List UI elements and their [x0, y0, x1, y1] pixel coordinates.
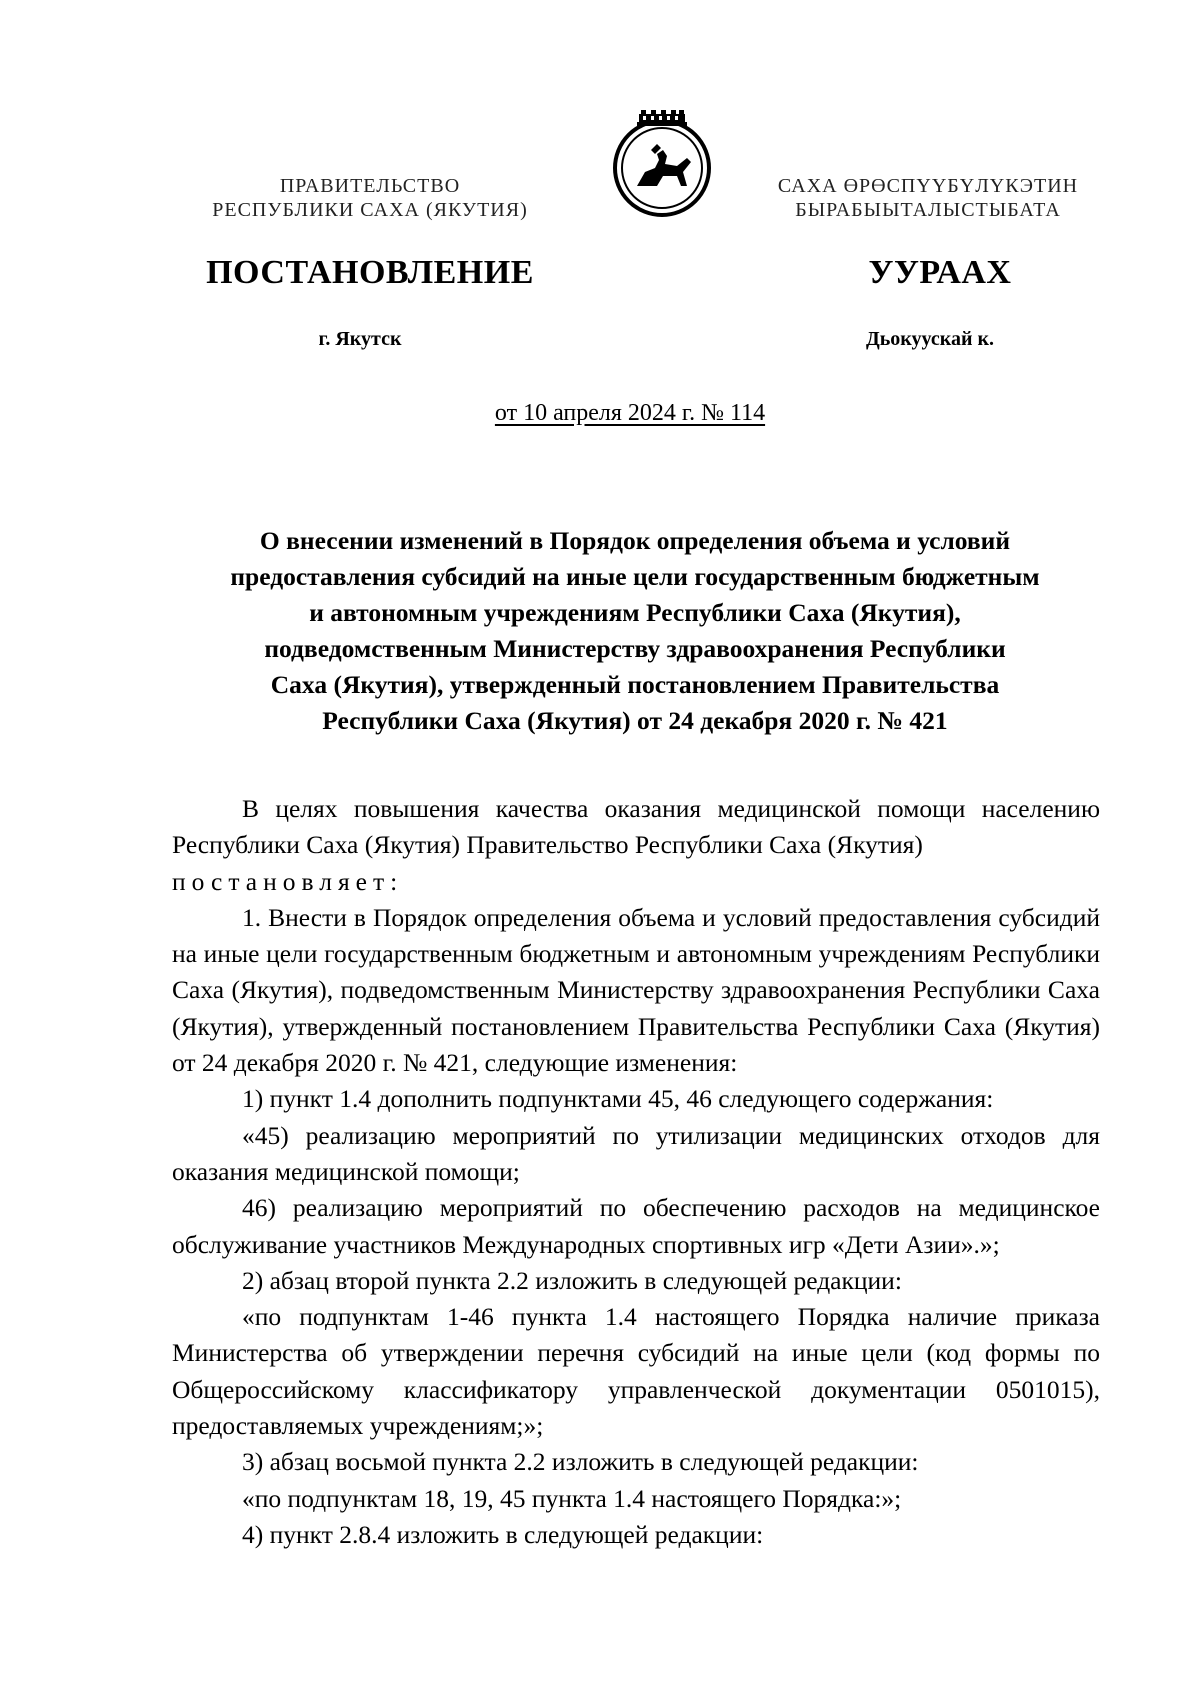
title-line: Саха (Якутия), утвержденный постановлением Правительства: [270, 670, 1000, 699]
issuer-ru-line1: ПРАВИТЕЛЬСТВО: [279, 175, 461, 197]
republic-coat-of-arms-icon: [607, 110, 717, 220]
issuer-ru-line2: РЕСПУБЛИКИ САХА (ЯКУТИЯ): [212, 199, 528, 221]
resolves-paragraph: [172, 864, 1100, 900]
title-line: Республики Саха (Якутия) от 24 декабря 2020 г. № 421: [322, 706, 948, 735]
body-paragraph: «45) реализацию мероприятий по утилизации медицинских отходов для оказания медицинской помощи;: [172, 1120, 1100, 1186]
issuer-sah-line2: БЫРАБЫЫТАЛЫСТЫБАТА: [795, 199, 1061, 221]
issuer-sah-line1: САХА ӨРӨСПҮҮБҮЛҮКЭТИН: [777, 175, 1079, 197]
issuer-sah: [738, 174, 1118, 222]
preamble-paragraph: [172, 791, 1100, 864]
body-paragraph: «по подпунктам 18, 19, 45 пункта 1.4 настоящего Порядка:»;: [242, 1483, 902, 1513]
resolves-word: постановляет:: [172, 866, 404, 896]
body-paragraph: 1. Внести в Порядок определения объема и условий предоставления субсидий на иные цели государственным бюджетным и автономным учреждениям Республики Саха (Якутия), подведомственным Министерству здравоохранения Республики Саха (Якутия), утвержденный постановлением Правительства Республики Саха (Якутия) от 24 декабря 2020 г. № 421, следующие изменения:: [172, 902, 1100, 1078]
doc-kind-sah: УУРААХ: [868, 254, 1012, 291]
body-paragraph: 2) абзац второй пункта 2.2 изложить в следующей редакции:: [242, 1265, 902, 1295]
document-body: [172, 791, 1100, 1553]
date-number: от 10 апреля 2024 г. № 114: [494, 400, 766, 426]
title-line: предоставления субсидий на иные цели государственным бюджетным: [230, 562, 1040, 591]
body-paragraph: 4) пункт 2.8.4 изложить в следующей редакции:: [242, 1519, 764, 1549]
body-paragraph: 1) пункт 1.4 дополнить подпунктами 45, 46 следующего содержания:: [242, 1084, 994, 1114]
title-line: подведомственным Министерству здравоохранения Республики: [264, 634, 1006, 663]
document-title: [170, 523, 1100, 739]
body-paragraph: 3) абзац восьмой пункта 2.2 изложить в следующей редакции:: [242, 1447, 919, 1477]
title-line: и автономным учреждениям Республики Саха (Якутия),: [309, 598, 961, 627]
city-ru: г. Якутск: [318, 328, 402, 350]
body-paragraph: 46) реализацию мероприятий по обеспечению расходов на медицинское обслуживание участников Международных спортивных игр «Дети Азии».»;: [172, 1193, 1100, 1259]
title-line: О внесении изменений в Порядок определения объема и условий: [259, 526, 1011, 555]
body-paragraph: «по подпунктам 1-46 пункта 1.4 настоящего Порядка наличие приказа Министерства об утверждении перечня субсидий на иные цели (код формы по Общероссийскому классификатору управленческой документации 0501015), предоставляемых учреждениям;»;: [172, 1302, 1100, 1441]
date-number-line: [0, 400, 1200, 427]
issuer-ru: [180, 174, 560, 222]
doc-kind-ru: ПОСТАНОВЛЕНИЕ: [206, 254, 534, 291]
preamble-text: В целях повышения качества оказания медицинской помощи населению Республики Саха (Якутия) Правительство Республики Саха (Якутия): [172, 794, 1100, 860]
city-sah: Дьокуускай к.: [865, 328, 995, 350]
